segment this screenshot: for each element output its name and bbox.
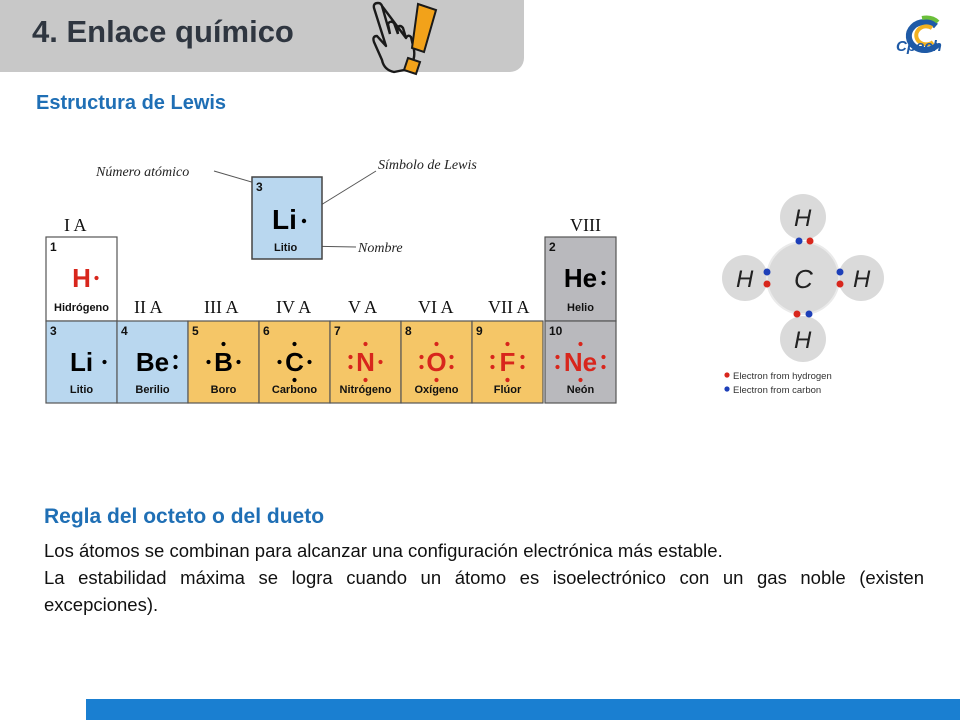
element-symbol: He [563, 263, 598, 293]
legend-cell [252, 177, 322, 259]
valence-electron-dot [434, 378, 438, 382]
atom-hydrogen-left: H [736, 266, 754, 293]
valence-electron-dot [601, 365, 605, 369]
element-name: Helio [567, 302, 594, 314]
valence-electron-dot [173, 365, 177, 369]
valence-electron-dot [555, 365, 559, 369]
element-symbol: H [72, 263, 91, 293]
exclamation-icon [412, 4, 436, 52]
element-number: 3 [50, 324, 57, 338]
element-symbol: F [499, 347, 516, 377]
element-number: 7 [334, 324, 341, 338]
slide-title: 4. Enlace químico [32, 14, 294, 49]
group-label: VI A [418, 297, 454, 317]
element-symbol: B [214, 347, 233, 377]
valence-electron-dot [363, 378, 367, 382]
valence-electron-dot [102, 360, 106, 364]
element-number: 9 [476, 324, 483, 338]
valence-electron-dot [363, 342, 367, 346]
element-name: Boro [210, 384, 237, 396]
valence-electron-dot [505, 342, 509, 346]
valence-electron-dot [419, 365, 423, 369]
element-cell [472, 321, 543, 403]
element-cell [545, 237, 616, 321]
paragraph-line-1: Los átomos se combinan para alcanzar una configuración electrónica más estable. [44, 540, 723, 561]
valence-electron-dot [292, 342, 296, 346]
valence-electron-dot [419, 355, 423, 359]
valence-electron-dot [601, 355, 605, 359]
label-atomic-number: Número atómico [96, 165, 190, 180]
valence-electron-dot [520, 365, 524, 369]
group-label: IV A [276, 297, 312, 317]
group-label: I A [64, 215, 87, 235]
valence-electron-dot [505, 378, 509, 382]
legend-cell-name: Litio [274, 242, 298, 254]
element-number: 4 [121, 324, 128, 338]
lewis-periodic-table [36, 145, 636, 407]
element-symbol: Li [69, 347, 94, 377]
valence-electron-dot [206, 360, 210, 364]
legend-dot-hydrogen [724, 372, 729, 377]
element-symbol: Be [135, 347, 170, 377]
element-name: Neón [566, 384, 595, 396]
group-label: VII A [488, 297, 530, 317]
valence-electron-dot [449, 355, 453, 359]
element-symbol: Ne [563, 347, 598, 377]
element-cell [117, 321, 188, 403]
valence-electron-dot [94, 276, 98, 280]
element-cell [545, 321, 616, 403]
group-label: VIII [570, 215, 601, 235]
valence-electron-dot [236, 360, 240, 364]
legend-carbon: Electron from carbon [733, 385, 822, 396]
octet-paragraph [44, 537, 924, 618]
cpech-logo [892, 4, 952, 64]
label-name: Nombre [358, 241, 403, 256]
element-cell [330, 321, 401, 403]
valence-electron-dot [490, 355, 494, 359]
element-cell [46, 321, 117, 403]
label-lewis-symbol: Símbolo de Lewis [378, 158, 477, 173]
valence-electron-dot [449, 365, 453, 369]
element-name: Oxígeno [414, 384, 459, 396]
valence-electron-dot [292, 378, 296, 382]
element-name: Carbono [271, 384, 318, 396]
element-name: Litio [69, 384, 94, 396]
element-number: 8 [405, 324, 412, 338]
group-label: II A [134, 297, 163, 317]
element-number: 1 [50, 240, 57, 254]
valence-electron-dot [307, 360, 311, 364]
valence-electron-dot [601, 281, 605, 285]
atom-hydrogen-bottom: H [794, 327, 812, 354]
element-name: Nitrógeno [339, 384, 392, 396]
element-cell [188, 321, 259, 403]
group-label: V A [348, 297, 378, 317]
valence-electron-dot [348, 355, 352, 359]
valence-electron-dot [601, 271, 605, 275]
group-label: III A [204, 297, 239, 317]
valence-electron-dot [173, 355, 177, 359]
legend-hydrogen: Electron from hydrogen [733, 371, 832, 382]
logo-text: Cpech [896, 38, 942, 55]
element-number: 2 [549, 240, 556, 254]
element-name: Hidrógeno [54, 302, 109, 314]
valence-electron-dot [555, 355, 559, 359]
element-cell [46, 237, 117, 321]
valence-electron-dot [277, 360, 281, 364]
element-name: Flúor [493, 384, 522, 396]
section-heading-lewis: Estructura de Lewis [36, 92, 227, 114]
valence-electron-dot [578, 342, 582, 346]
valence-electron-dot [578, 378, 582, 382]
legend-cell-number: 3 [256, 180, 263, 194]
legend-cell-symbol: Li [272, 204, 297, 235]
legend-dot-carbon [724, 386, 729, 391]
valence-electron-dot [221, 342, 225, 346]
atom-carbon: C [794, 264, 813, 294]
element-symbol: C [285, 347, 304, 377]
element-symbol: N [356, 347, 375, 377]
atom-hydrogen-top: H [794, 205, 812, 232]
methane-lewis-diagram [712, 192, 892, 407]
valence-electron-dot [434, 342, 438, 346]
element-number: 5 [192, 324, 199, 338]
element-cell [401, 321, 472, 403]
element-symbol: O [426, 347, 447, 377]
section-heading-octet: Regla del octeto o del dueto [44, 505, 325, 528]
valence-electron-dot [490, 365, 494, 369]
element-number: 10 [549, 324, 563, 338]
valence-electron-dot [378, 360, 382, 364]
element-cell [259, 321, 330, 403]
pointing-hand-icon [360, 0, 450, 80]
valence-electron-dot [348, 365, 352, 369]
footer-bar [86, 699, 960, 720]
element-name: Berilio [135, 384, 170, 396]
paragraph-line-2: La estabilidad máxima se logra cuando un átomo es isoelectrónico con un gas noble (existen excepciones). [44, 567, 924, 615]
atom-hydrogen-right: H [853, 266, 871, 293]
valence-electron-dot [520, 355, 524, 359]
element-number: 6 [263, 324, 270, 338]
